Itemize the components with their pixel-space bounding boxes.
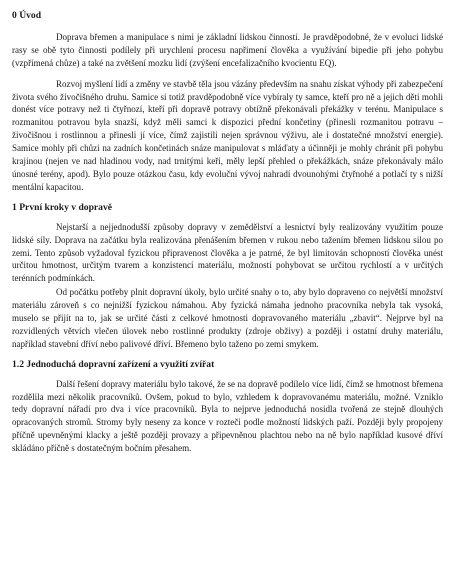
paragraph: Doprava břemen a manipulace s nimi je základní lidskou činností. Je pravděpodobné, že v evoluci lidské rasy se obě tyto činnosti podílely při urychlení procesu napřímení člověka a využívání bipedie při jeho pohybu (vzpřímená chůze) a také na zvětšení mozku lidí (zvýšení encefalizačního kvocientu EQ). [12,31,443,68]
paragraph: Další řešení dopravy materiálu bylo takové, že se na dopravě podílelo více lidí, čímž se hmotnost břemena rozdělila mezi několik pracovníků. Ovšem, pokud to bylo, vzhledem k dopravovanému materiálu, možné. Vzniklo tedy dopravní nářadí pro dva i více pracovníků. Byla to nejprve jednoduchá nosidla tvořená ze stejně dlouhých opracovaných stromů. Stromy byly neseny za konce v rozteči podle možností lidských paží. Později byly propojeny příčně upevněnými klacky a ještě později provazy a připevněnou plachtou nebo na ně bylo například kusové dříví skládáno příčně s dostatečným bočním přesahem. [12,378,443,454]
section-heading-simple-devices: 1.2 Jednoduchá dopravní zařízení a využití zvířat [12,358,215,370]
section-heading-intro: 0 Úvod [12,10,42,21]
paragraph: Od počátku potřeby plnit dopravní úkoly, bylo určité snahy o to, aby bylo dopraveno co největší množství materiálu zároveň s co nejnižší fyzickou námahou. Aby fyzická námaha jednoho pracovníka nebyla tak vysoká, muselo se přijít na to, jak se určité části z celkové hmotnosti dopravovaného materiálu „zbavit“. Nejprve byl na rozvidlených větvích vlečen úlovek nebo rostlinné produkty (zdroje obživy) a později i ostatní druhy materiálu, například stavební dříví nebo palivové dříví. Břemeno bylo taženo po zemi smykem. [12,287,443,349]
paragraph: Rozvoj myšlení lidí a změny ve stavbě těla jsou vázány především na snahu získat výhody při zabezpečení života svého živočišného druhu. Samice si totiž pravděpodobně více vybíraly ty samce, kteří pro ně a jejich děti mohli donést více potravy než ti čtyřnozí, kteří při dopravě potravy obtížně překonávali překážky v terénu. Manipulace s rozmanitou potravou byla snazší, když měli samci k dispozici přední končetiny (přinesli rozmanitou potravu – živočišnou i rostlinnou a přinesli jí více, čímž zajistili nejen správnou výživu, ale i dostatečné množství energie). Samice mohly při chůzi na zadních končetinách snáze manipulovat s mláďaty a účinněji je mohly chránit při pohybu krajinou (nejen ve nad hladinou vody, nad trnitými keři, měly lepší přehled o překážkách, snáze překonávaly málo únosné terény, apod). Bylo pouze otázkou času, kdy evoluční vývoj nahradí dvounohými čtyřnohé a potlačí ty s nižší mentální kapacitou. [12,78,443,192]
paragraph: Nejstarší a nejjednodušší způsoby dopravy v zemědělství a lesnictví byly realizovány využitím pouze lidské síly. Doprava na začátku byla realizována přenášením břemen v rukou nebo tažením břemen lidskou silou po zemi. Tento způsob vyžadoval fyzickou připravenost člověka a je patrné, že byl limitován schopností člověka unést určitou hmotnost, určitým tvarem a konzistencí materiálu, možností pohybovat se určitou rychlostí a v určitých terénních podmínkách. [12,221,443,284]
section-heading-first-steps: 1 První kroky v dopravě [12,201,113,213]
